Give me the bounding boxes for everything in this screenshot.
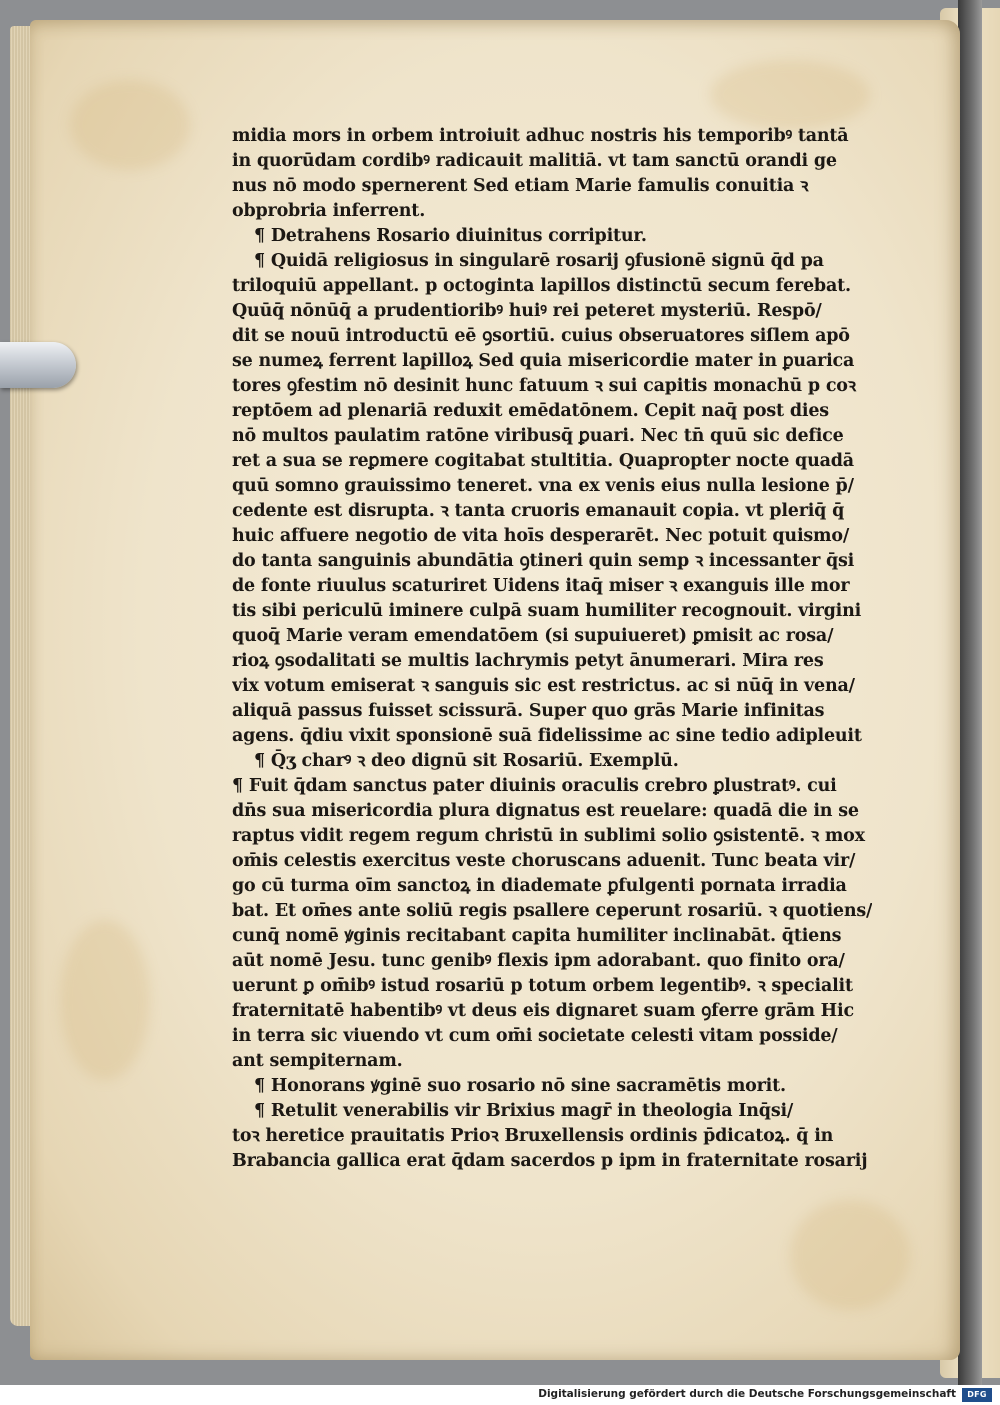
book-clip (0, 342, 76, 388)
text-line: dit se nouū introductū eē ꝯsortiū. cuius obseruatores siſlem apō (232, 326, 850, 346)
text-line: toꝛ heretice prauitatis Prioꝛ Bruxellensis ordinis p̄dicatoꝝ. q̄ in (232, 1126, 834, 1146)
section-heading: ¶ Q̄ʒ charꝰ ꝛ deo dignū sit Rosariū. Exemplū. (254, 751, 679, 771)
text-line: do tanta sanguinis abundātia ꝯtineri quin semp ꝛ incessanter q̄si (232, 551, 855, 571)
text-line: tis sibi periculū iminere culpā suam humiliter recognouit. virgini (232, 601, 862, 621)
text-line: nō multos paulatim ratōne viribusq̄ ꝑuari. Nec tn̄ quū sic defice (232, 426, 844, 446)
text-block (232, 124, 872, 1174)
text-line: huic affuere negotio de vita hoīs desperarēt. Nec potuit quismo/ (232, 526, 850, 546)
funding-credit: Digitalisierung gefördert durch die Deutsche Forschungsgemeinschaft (538, 1388, 956, 1400)
text-line: ¶ Fuit q̄dam sanctus pater diuinis oraculis crebro ꝑlustratꝰ. cui (232, 776, 837, 796)
text-line: uerunt ꝑ om̄ibꝰ istud rosariū p totum orbem legentibꝰ. ꝛ specialit (232, 976, 853, 996)
book-gutter (958, 0, 982, 1385)
section-heading: ¶ Honorans ꝟginē suo rosario nō sine sacramētis morit. (254, 1076, 786, 1096)
text-line: triloquiū appellant. p octoginta lapillos distinctū secum ferebat. (232, 276, 851, 296)
text-line: tores ꝯfestim nō desinit hunc fatuum ꝛ sui capitis monachū p coꝛ (232, 376, 856, 396)
text-line: vix votum emiserat ꝛ sanguis sic est restrictus. ac si nūq̄ in vena/ (232, 676, 855, 696)
text-line: Brabancia gallica erat q̄dam sacerdos p ipm in fraternitate rosarij (232, 1151, 868, 1171)
text-line: dn̄s sua misericordia plura dignatus est reuelare: quadā die in se (232, 801, 859, 821)
text-line: raptus vidit regem regum christū in sublimi solio ꝯsistentē. ꝛ mox (232, 826, 865, 846)
text-line: nus nō modo spernerent Sed etiam Marie famulis conuitia ꝛ (232, 176, 809, 196)
text-line: in quorūdam cordibꝰ radicauit malitiā. vt tam sanctū orandi ge (232, 151, 837, 171)
text-line: ret a sua se reꝑmere cogitabat stultitia. Quapropter nocte quadā (232, 451, 854, 471)
text-line: de fonte riuulus scaturiret Uidens itaq̄ miser ꝛ exanguis ille mor (232, 576, 850, 596)
text-line: fraternitatē habentibꝰ vt deus eis dignaret suam ꝯferre grām Hic (232, 1001, 854, 1021)
text-line: quoq̄ Marie veram emendatōem (si supuiueret) ꝑmisit ac rosa/ (232, 626, 834, 646)
dfg-logo: DFG (962, 1388, 992, 1402)
text-line: agens. q̄diu vixit sponsionē suā fidelissime ac sine tedio adipleuit (232, 726, 862, 746)
text-line: aūt nomē Jesu. tunc genibꝰ flexis ipm adorabant. quo finito ora/ (232, 951, 845, 971)
text-line: se numeꝝ ferrent lapilloꝝ Sed quia misericordie mater in ꝑuarica (232, 351, 855, 371)
text-line: Quūq̄ nōnūq̄ a prudentioribꝰ huiꝰ rei peteret mysteriū. Respō/ (232, 301, 822, 321)
text-line: ant sempiternam. (232, 1051, 403, 1071)
text-line: om̄is celestis exercitus veste choruscans aduenit. Tunc beata vir/ (232, 851, 856, 871)
footer-bar (0, 1385, 1000, 1405)
text-line: bat. Et om̄es ante soliū regis psallere ceperunt rosariū. ꝛ quotiens/ (232, 901, 872, 921)
text-line: go cū turma oīm sanctoꝝ in diademate ꝑfulgenti pornata irradia (232, 876, 847, 896)
text-line: obprobria inferrent. (232, 201, 426, 221)
text-line: rioꝝ ꝯsodalitati se multis lachrymis petyt ānumerari. Mira res (232, 651, 824, 671)
text-line: cedente est disrupta. ꝛ tanta cruoris emanauit copia. vt pleriq̄ q̄ (232, 501, 845, 521)
text-line: reptōem ad plenariā reduxit emēdatōnem. Cepit naq̄ post dies (232, 401, 829, 421)
text-line: midia mors in orbem introiuit adhuc nostris his temporibꝰ tantā (232, 126, 849, 146)
text-line: cunq̄ nomē ꝟginis recitabant capita humiliter inclinabāt. q̄tiens (232, 926, 842, 946)
text-line: in terra sic viuendo vt cum om̄i societate celesti vitam posside/ (232, 1026, 838, 1046)
text-line: ¶ Retulit venerabilis vir Brixius magr̄ in theologia Inq̄si/ (254, 1101, 794, 1121)
text-line: quū somno grauissimo teneret. vna ex venis eius nulla lesione p̄/ (232, 476, 854, 496)
text-line: ¶ Quidā religiosus in singularē rosarij ꝯfusionē signū q̄d pa (254, 251, 824, 271)
section-heading: ¶ Detrahens Rosario diuinitus corripitur. (254, 226, 647, 246)
text-line: aliquā passus fuisset scissurā. Super quo grās Marie infinitas (232, 701, 825, 721)
